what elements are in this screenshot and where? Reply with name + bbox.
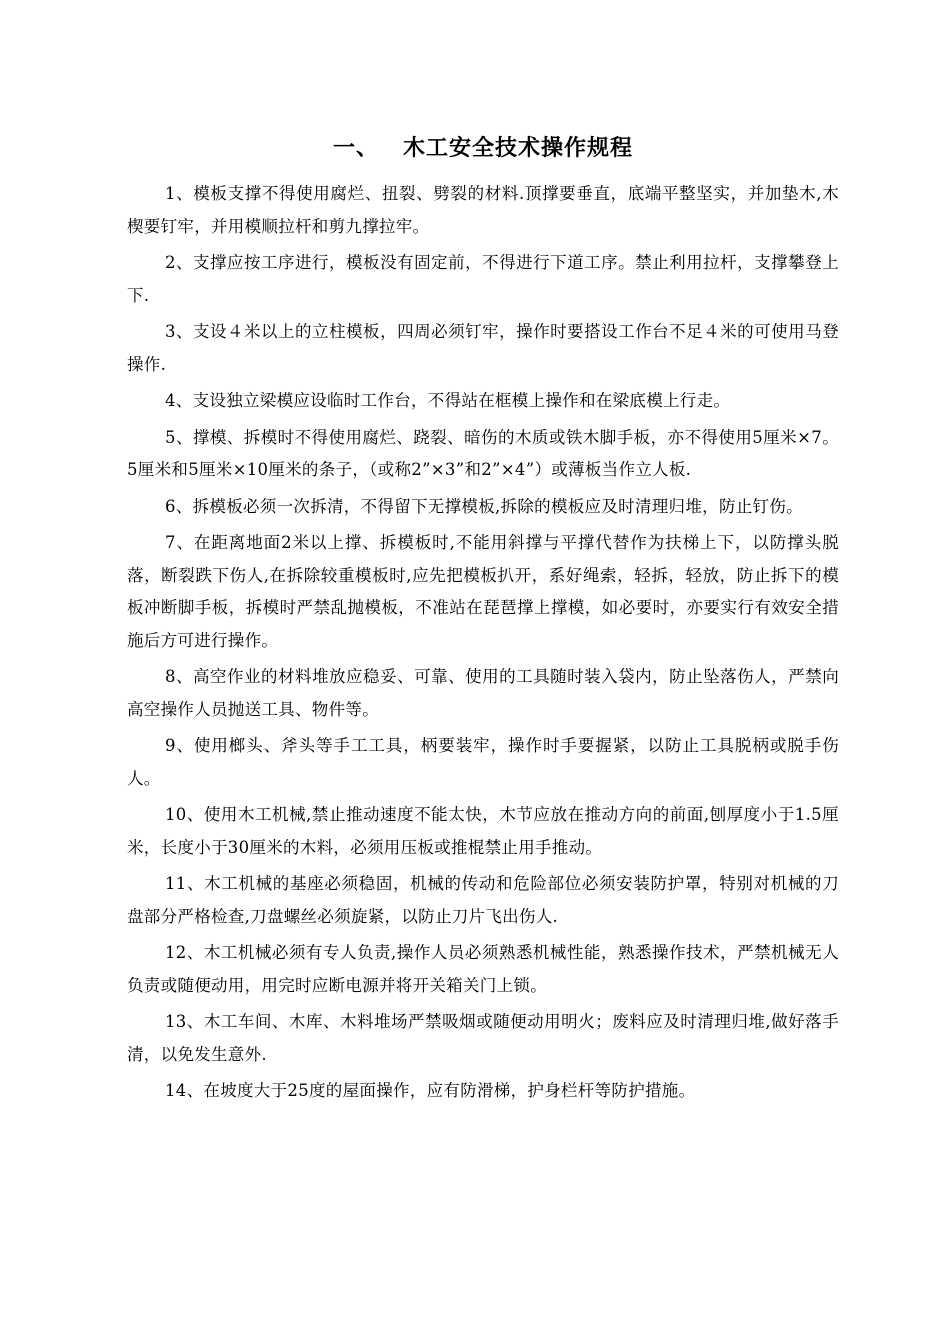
paragraph-7: 7、在距离地面2米以上撑、拆模板时,不能用斜撑与平撑代替作为扶梯上下，以防撑头脱落，断裂跌下伤人,在拆除较重模板时,应先把模板扒开，系好绳索，轻拆，轻放，防止拆下的模板冲断脚手板，拆模时严禁乱抛模板，不准站在琵琶撑上撑模，如必要时，亦要实行有效安全措施后方可进行操作。 bbox=[127, 533, 839, 650]
paragraph-6: 6、拆模板必须一次拆清，不得留下无撑模板,拆除的模板应及时清理归堆，防止钉伤。 bbox=[165, 496, 803, 516]
paragraph-3: 3、支设４米以上的立柱模板，四周必须钉牢，操作时要搭设工作台不足４米的可使用马登操作. bbox=[127, 322, 839, 374]
document-title bbox=[127, 132, 839, 166]
paragraph-8: 8、高空作业的材料堆放应稳妥、可靠、使用的工具随时装入袋内，防止坠落伤人，严禁向高空操作人员抛送工具、物件等。 bbox=[127, 667, 839, 719]
paragraph-14: 14、在坡度大于25度的屋面操作，应有防滑梯，护身栏杆等防护措施。 bbox=[165, 1081, 696, 1100]
title-text: 木工安全技术操作规程 bbox=[403, 136, 634, 161]
document-body bbox=[127, 132, 839, 1112]
paragraph-11: 11、木工机械的基座必须稳固，机械的传动和危险部位必须安装防护罩，特别对机械的刀盘部分严格检查,刀盘螺丝必须旋紧，以防止刀片飞出伤人. bbox=[127, 874, 839, 926]
title-number: 一、 bbox=[332, 136, 379, 161]
paragraph-13: 13、木工车间、木库、木料堆场严禁吸烟或随便动用明火；废料应及时清理归堆,做好落手清，以免发生意外. bbox=[127, 1012, 839, 1064]
paragraph-10: 10、使用木工机械,禁止推动速度不能太快，木节应放在推动方向的前面,刨厚度小于1.5厘米，长度小于30厘米的木料，必须用压板或推棍禁止用手推动。 bbox=[127, 805, 839, 857]
paragraph-9: 9、使用榔头、斧头等手工工具，柄要装牢，操作时手要握紧，以防止工具脱柄或脱手伤人。 bbox=[127, 736, 839, 788]
paragraph-4: 4、支设独立梁模应设临时工作台，不得站在框模上操作和在梁底模上行走。 bbox=[165, 391, 731, 410]
paragraph-1: 1、模板支撑不得使用腐烂、扭裂、劈裂的材料.顶撑要垂直，底端平整坚实，并加垫木,木楔要钉牢，并用模顺拉杆和剪九撑拉牢。 bbox=[127, 184, 839, 236]
paragraph-5: 5、撑模、拆模时不得使用腐烂、跷裂、暗伤的木质或铁木脚手板，亦不得使用5厘米×7。5厘米和5厘米×10厘米的条子，（或称2”×3”和2”×4”）或薄板当作立人板. bbox=[127, 427, 839, 479]
paragraph-2: 2、支撑应按工序进行，模板没有固定前，不得进行下道工序。禁止利用拉杆，支撑攀登上下. bbox=[127, 253, 839, 305]
paragraph-12: 12、木工机械必须有专人负责,操作人员必须熟悉机械性能，熟悉操作技术，严禁机械无人负责或随便动用，用完时应断电源并将开关箱关门上锁。 bbox=[127, 943, 839, 995]
